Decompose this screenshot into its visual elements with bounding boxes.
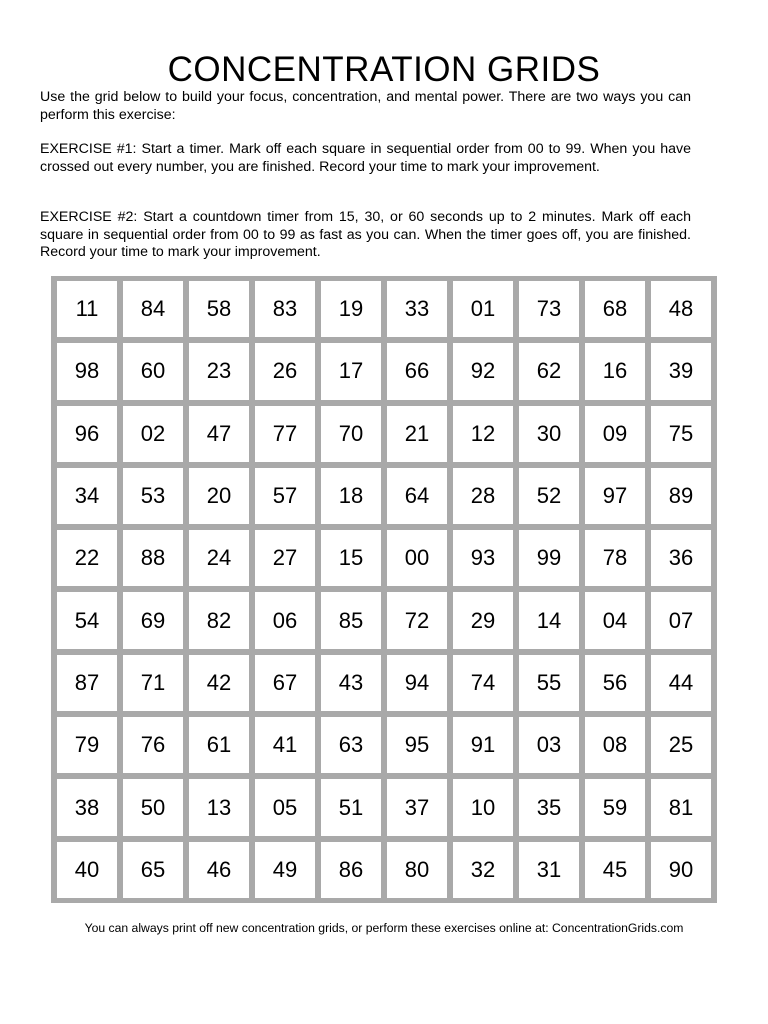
- grid-cell[interactable]: 60: [123, 343, 183, 399]
- grid-cell[interactable]: 49: [255, 842, 315, 898]
- grid-cell[interactable]: 87: [57, 655, 117, 711]
- grid-cell[interactable]: 72: [387, 592, 447, 648]
- grid-cell[interactable]: 17: [321, 343, 381, 399]
- grid-cell[interactable]: 26: [255, 343, 315, 399]
- grid-cell[interactable]: 65: [123, 842, 183, 898]
- grid-cell[interactable]: 94: [387, 655, 447, 711]
- grid-cell[interactable]: 58: [189, 281, 249, 337]
- grid-cell[interactable]: 32: [453, 842, 513, 898]
- grid-cell[interactable]: 69: [123, 592, 183, 648]
- grid-cell[interactable]: 33: [387, 281, 447, 337]
- grid-cell[interactable]: 82: [189, 592, 249, 648]
- grid-cell[interactable]: 37: [387, 779, 447, 835]
- grid-cell[interactable]: 12: [453, 406, 513, 462]
- grid-cell[interactable]: 73: [519, 281, 579, 337]
- grid-cell[interactable]: 91: [453, 717, 513, 773]
- grid-cell[interactable]: 56: [585, 655, 645, 711]
- intro-paragraph: Use the grid below to build your focus, concentration, and mental power. There are two ways you can perform this exercise:: [40, 89, 691, 123]
- grid-cell[interactable]: 16: [585, 343, 645, 399]
- grid-cell[interactable]: 48: [651, 281, 711, 337]
- grid-cell[interactable]: 18: [321, 468, 381, 524]
- grid-cell[interactable]: 20: [189, 468, 249, 524]
- grid-cell[interactable]: 88: [123, 530, 183, 586]
- grid-cell[interactable]: 55: [519, 655, 579, 711]
- grid-cell[interactable]: 07: [651, 592, 711, 648]
- footer-note: You can always print off new concentration grids, or perform these exercises online at: ConcentrationGrids.com: [84, 921, 684, 935]
- grid-cell[interactable]: 24: [189, 530, 249, 586]
- grid-cell[interactable]: 62: [519, 343, 579, 399]
- grid-cell[interactable]: 93: [453, 530, 513, 586]
- grid-cell[interactable]: 99: [519, 530, 579, 586]
- grid-cell[interactable]: 23: [189, 343, 249, 399]
- grid-cell[interactable]: 53: [123, 468, 183, 524]
- grid-cell[interactable]: 01: [453, 281, 513, 337]
- grid-cell[interactable]: 34: [57, 468, 117, 524]
- grid-cell[interactable]: 40: [57, 842, 117, 898]
- grid-cell[interactable]: 68: [585, 281, 645, 337]
- grid-cell[interactable]: 13: [189, 779, 249, 835]
- grid-cell[interactable]: 41: [255, 717, 315, 773]
- grid-cell[interactable]: 36: [651, 530, 711, 586]
- grid-cell[interactable]: 38: [57, 779, 117, 835]
- grid-cell[interactable]: 78: [585, 530, 645, 586]
- grid-cell[interactable]: 80: [387, 842, 447, 898]
- grid-cell[interactable]: 10: [453, 779, 513, 835]
- grid-cell[interactable]: 97: [585, 468, 645, 524]
- grid-cell[interactable]: 11: [57, 281, 117, 337]
- page-title: CONCENTRATION GRIDS: [167, 50, 601, 89]
- grid-cell[interactable]: 05: [255, 779, 315, 835]
- grid-cell[interactable]: 51: [321, 779, 381, 835]
- grid-cell[interactable]: 76: [123, 717, 183, 773]
- grid-cell[interactable]: 92: [453, 343, 513, 399]
- grid-cell[interactable]: 81: [651, 779, 711, 835]
- grid-cell[interactable]: 89: [651, 468, 711, 524]
- grid-cell[interactable]: 15: [321, 530, 381, 586]
- grid-cell[interactable]: 75: [651, 406, 711, 462]
- grid-cell[interactable]: 06: [255, 592, 315, 648]
- grid-cell[interactable]: 86: [321, 842, 381, 898]
- grid-cell[interactable]: 28: [453, 468, 513, 524]
- grid-cell[interactable]: 27: [255, 530, 315, 586]
- grid-cell[interactable]: 35: [519, 779, 579, 835]
- grid-cell[interactable]: 52: [519, 468, 579, 524]
- grid-cell[interactable]: 22: [57, 530, 117, 586]
- grid-cell[interactable]: 03: [519, 717, 579, 773]
- grid-cell[interactable]: 90: [651, 842, 711, 898]
- grid-cell[interactable]: 02: [123, 406, 183, 462]
- exercise-1-paragraph: EXERCISE #1: Start a timer. Mark off each square in sequential order from 00 to 99. When you have crossed out every number, you are finished. Record your time to mark your improvement.: [40, 141, 691, 175]
- grid-cell[interactable]: 14: [519, 592, 579, 648]
- grid-cell[interactable]: 46: [189, 842, 249, 898]
- grid-cell[interactable]: 84: [123, 281, 183, 337]
- grid-cell[interactable]: 30: [519, 406, 579, 462]
- grid-cell[interactable]: 74: [453, 655, 513, 711]
- grid-cell[interactable]: 79: [57, 717, 117, 773]
- grid-cell[interactable]: 43: [321, 655, 381, 711]
- grid-cell[interactable]: 47: [189, 406, 249, 462]
- grid-cell[interactable]: 04: [585, 592, 645, 648]
- grid-cell[interactable]: 61: [189, 717, 249, 773]
- grid-cell[interactable]: 54: [57, 592, 117, 648]
- concentration-grid: [51, 276, 717, 903]
- grid-cell[interactable]: 59: [585, 779, 645, 835]
- grid-cell[interactable]: 29: [453, 592, 513, 648]
- grid-cell[interactable]: 70: [321, 406, 381, 462]
- grid-cell[interactable]: 95: [387, 717, 447, 773]
- grid-cell[interactable]: 31: [519, 842, 579, 898]
- grid-cell[interactable]: 85: [321, 592, 381, 648]
- grid-cell[interactable]: 21: [387, 406, 447, 462]
- grid-cell[interactable]: 39: [651, 343, 711, 399]
- grid-cell[interactable]: 98: [57, 343, 117, 399]
- grid-cell[interactable]: 83: [255, 281, 315, 337]
- grid-cell[interactable]: 44: [651, 655, 711, 711]
- grid-cell[interactable]: 42: [189, 655, 249, 711]
- grid-cell[interactable]: 77: [255, 406, 315, 462]
- grid-cell[interactable]: 66: [387, 343, 447, 399]
- grid-cell[interactable]: 71: [123, 655, 183, 711]
- grid-cell[interactable]: 50: [123, 779, 183, 835]
- grid-cell[interactable]: 63: [321, 717, 381, 773]
- grid-cell[interactable]: 57: [255, 468, 315, 524]
- grid-cell[interactable]: 09: [585, 406, 645, 462]
- grid-cell[interactable]: 67: [255, 655, 315, 711]
- grid-cell[interactable]: 00: [387, 530, 447, 586]
- grid-cell[interactable]: 64: [387, 468, 447, 524]
- exercise-2-paragraph: EXERCISE #2: Start a countdown timer from 15, 30, or 60 seconds up to 2 minutes. Mark off each square in sequential order from 00 to 99 as fast as you can. When the timer goes off, you are finished. Record your time to mark your improvement.: [40, 209, 691, 260]
- grid-cell[interactable]: 25: [651, 717, 711, 773]
- grid-cell[interactable]: 45: [585, 842, 645, 898]
- grid-cell[interactable]: 96: [57, 406, 117, 462]
- grid-cell[interactable]: 19: [321, 281, 381, 337]
- grid-cell[interactable]: 08: [585, 717, 645, 773]
